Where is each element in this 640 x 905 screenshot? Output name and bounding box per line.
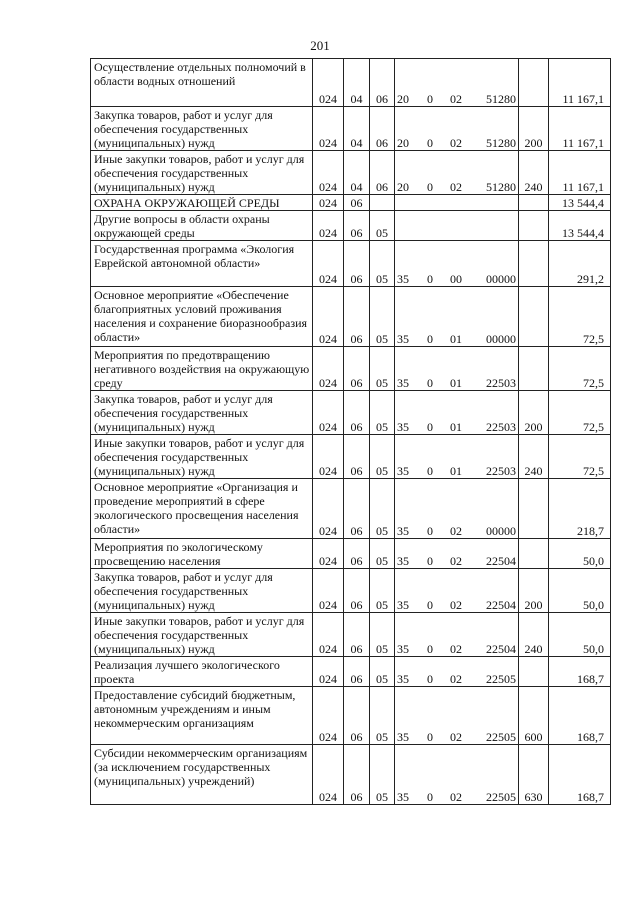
subprogram-code: 0 bbox=[427, 92, 433, 106]
subprogram-code: 0 bbox=[427, 420, 433, 434]
event-code: 02 bbox=[450, 92, 462, 106]
target-article-cell bbox=[395, 241, 519, 287]
section-cell: 06 bbox=[344, 569, 370, 613]
direction-code: 22505 bbox=[486, 672, 516, 686]
program-code: 35 bbox=[397, 524, 409, 538]
ministry-cell: 024 bbox=[313, 613, 344, 657]
amount-cell: 11 167,1 bbox=[549, 59, 611, 107]
section-cell: 06 bbox=[344, 435, 370, 479]
subsection-cell: 06 bbox=[370, 59, 395, 107]
subprogram-code: 0 bbox=[427, 730, 433, 744]
amount-cell: 168,7 bbox=[549, 745, 611, 805]
event-code: 01 bbox=[450, 332, 462, 346]
expense-type-cell bbox=[519, 211, 549, 241]
program-code: 35 bbox=[397, 672, 409, 686]
event-code: 02 bbox=[450, 672, 462, 686]
table-row bbox=[91, 59, 611, 107]
program-code: 35 bbox=[397, 730, 409, 744]
program-code: 35 bbox=[397, 272, 409, 286]
event-code: 02 bbox=[450, 598, 462, 612]
program-code: 20 bbox=[397, 136, 409, 150]
event-code: 01 bbox=[450, 420, 462, 434]
row-name-cell: Государственная программа «Экология Еврейской автономной области» bbox=[91, 241, 313, 287]
table-row bbox=[91, 657, 611, 687]
section-cell: 06 bbox=[344, 657, 370, 687]
event-code: 02 bbox=[450, 730, 462, 744]
event-code: 00 bbox=[450, 272, 462, 286]
direction-code: 00000 bbox=[486, 272, 516, 286]
target-article-cell bbox=[395, 391, 519, 435]
row-name-cell: Закупка товаров, работ и услуг для обеспечения государственных (муниципальных) нужд bbox=[91, 569, 313, 613]
section-cell: 06 bbox=[344, 687, 370, 745]
program-code: 35 bbox=[397, 376, 409, 390]
event-code: 02 bbox=[450, 554, 462, 568]
section-cell: 06 bbox=[344, 745, 370, 805]
subsection-cell: 05 bbox=[370, 287, 395, 347]
direction-code: 51280 bbox=[486, 180, 516, 194]
ministry-cell: 024 bbox=[313, 211, 344, 241]
expense-type-cell bbox=[519, 241, 549, 287]
table-row bbox=[91, 479, 611, 539]
ministry-cell: 024 bbox=[313, 287, 344, 347]
expense-type-cell: 240 bbox=[519, 435, 549, 479]
row-name-cell: Основное мероприятие «Обеспечение благоприятных условий проживания населения и сохранение биоразнообразия области» bbox=[91, 287, 313, 347]
page-number: 201 bbox=[310, 38, 330, 53]
expense-type-cell: 200 bbox=[519, 569, 549, 613]
row-name-cell: ОХРАНА ОКРУЖАЮЩЕЙ СРЕДЫ bbox=[91, 195, 313, 211]
subsection-cell: 05 bbox=[370, 241, 395, 287]
ministry-cell: 024 bbox=[313, 569, 344, 613]
program-code: 35 bbox=[397, 420, 409, 434]
subsection-cell: 06 bbox=[370, 151, 395, 195]
direction-code: 22505 bbox=[486, 730, 516, 744]
expense-type-cell bbox=[519, 479, 549, 539]
table-row bbox=[91, 241, 611, 287]
row-name-cell: Субсидии некоммерческим организациям (за исключением государственных (муниципальных) учреждений) bbox=[91, 745, 313, 805]
amount-cell: 11 167,1 bbox=[549, 107, 611, 151]
target-article-cell bbox=[395, 539, 519, 569]
subprogram-code: 0 bbox=[427, 464, 433, 478]
subprogram-code: 0 bbox=[427, 598, 433, 612]
target-article-cell bbox=[395, 151, 519, 195]
direction-code: 22504 bbox=[486, 598, 516, 612]
target-article-cell bbox=[395, 287, 519, 347]
target-article-cell bbox=[395, 613, 519, 657]
amount-cell: 11 167,1 bbox=[549, 151, 611, 195]
table-row bbox=[91, 347, 611, 391]
table-row bbox=[91, 391, 611, 435]
program-code: 35 bbox=[397, 464, 409, 478]
row-name-cell: Закупка товаров, работ и услуг для обеспечения государственных (муниципальных) нужд bbox=[91, 391, 313, 435]
ministry-cell: 024 bbox=[313, 347, 344, 391]
event-code: 02 bbox=[450, 790, 462, 804]
ministry-cell: 024 bbox=[313, 745, 344, 805]
amount-cell: 72,5 bbox=[549, 287, 611, 347]
expense-type-cell bbox=[519, 195, 549, 211]
row-name-cell: Иные закупки товаров, работ и услуг для обеспечения государственных (муниципальных) нужд bbox=[91, 151, 313, 195]
section-cell: 06 bbox=[344, 479, 370, 539]
subsection-cell: 05 bbox=[370, 347, 395, 391]
subsection-cell: 05 bbox=[370, 569, 395, 613]
amount-cell: 13 544,4 bbox=[549, 211, 611, 241]
target-article-cell bbox=[395, 435, 519, 479]
direction-code: 22503 bbox=[486, 464, 516, 478]
subprogram-code: 0 bbox=[427, 180, 433, 194]
event-code: 01 bbox=[450, 464, 462, 478]
target-article-cell bbox=[395, 479, 519, 539]
event-code: 02 bbox=[450, 524, 462, 538]
section-cell: 06 bbox=[344, 287, 370, 347]
subsection-cell: 05 bbox=[370, 687, 395, 745]
table-row bbox=[91, 195, 611, 211]
budget-table bbox=[90, 58, 611, 805]
ministry-cell: 024 bbox=[313, 151, 344, 195]
direction-code: 00000 bbox=[486, 524, 516, 538]
ministry-cell: 024 bbox=[313, 539, 344, 569]
ministry-cell: 024 bbox=[313, 479, 344, 539]
table-row bbox=[91, 435, 611, 479]
direction-code: 00000 bbox=[486, 332, 516, 346]
direction-code: 51280 bbox=[486, 136, 516, 150]
section-cell: 06 bbox=[344, 241, 370, 287]
expense-type-cell bbox=[519, 287, 549, 347]
amount-cell: 72,5 bbox=[549, 347, 611, 391]
target-article-cell bbox=[395, 195, 519, 211]
amount-cell: 168,7 bbox=[549, 687, 611, 745]
section-cell: 06 bbox=[344, 613, 370, 657]
target-article-cell bbox=[395, 569, 519, 613]
direction-code: 22504 bbox=[486, 642, 516, 656]
target-article-cell bbox=[395, 687, 519, 745]
row-name-cell: Иные закупки товаров, работ и услуг для обеспечения государственных (муниципальных) нужд bbox=[91, 613, 313, 657]
target-article-cell bbox=[395, 745, 519, 805]
event-code: 02 bbox=[450, 642, 462, 656]
program-code: 35 bbox=[397, 790, 409, 804]
section-cell: 04 bbox=[344, 59, 370, 107]
expense-type-cell bbox=[519, 347, 549, 391]
direction-code: 22503 bbox=[486, 376, 516, 390]
table-row bbox=[91, 107, 611, 151]
program-code: 35 bbox=[397, 642, 409, 656]
row-name-cell: Основное мероприятие «Организация и проведение мероприятий в сфере экологического просвещения населения области» bbox=[91, 479, 313, 539]
row-name-cell: Мероприятия по предотвращению негативного воздействия на окружающую среду bbox=[91, 347, 313, 391]
ministry-cell: 024 bbox=[313, 657, 344, 687]
ministry-cell: 024 bbox=[313, 59, 344, 107]
amount-cell: 218,7 bbox=[549, 479, 611, 539]
table-row bbox=[91, 745, 611, 805]
amount-cell: 72,5 bbox=[549, 391, 611, 435]
expense-type-cell: 240 bbox=[519, 151, 549, 195]
table-row bbox=[91, 211, 611, 241]
ministry-cell: 024 bbox=[313, 435, 344, 479]
subsection-cell: 05 bbox=[370, 539, 395, 569]
ministry-cell: 024 bbox=[313, 391, 344, 435]
expense-type-cell bbox=[519, 657, 549, 687]
program-code: 35 bbox=[397, 598, 409, 612]
event-code: 02 bbox=[450, 180, 462, 194]
section-cell: 06 bbox=[344, 539, 370, 569]
subprogram-code: 0 bbox=[427, 554, 433, 568]
subsection-cell: 05 bbox=[370, 435, 395, 479]
event-code: 02 bbox=[450, 136, 462, 150]
direction-code: 22504 bbox=[486, 554, 516, 568]
subprogram-code: 0 bbox=[427, 642, 433, 656]
section-cell: 06 bbox=[344, 195, 370, 211]
amount-cell: 50,0 bbox=[549, 569, 611, 613]
subsection-cell bbox=[370, 195, 395, 211]
program-code: 20 bbox=[397, 180, 409, 194]
row-name-cell: Иные закупки товаров, работ и услуг для обеспечения государственных (муниципальных) нужд bbox=[91, 435, 313, 479]
amount-cell: 72,5 bbox=[549, 435, 611, 479]
amount-cell: 168,7 bbox=[549, 657, 611, 687]
expense-type-cell: 200 bbox=[519, 107, 549, 151]
subsection-cell: 05 bbox=[370, 745, 395, 805]
row-name-cell: Закупка товаров, работ и услуг для обеспечения государственных (муниципальных) нужд bbox=[91, 107, 313, 151]
ministry-cell: 024 bbox=[313, 107, 344, 151]
table-row bbox=[91, 287, 611, 347]
target-article-cell bbox=[395, 657, 519, 687]
row-name-cell: Другие вопросы в области охраны окружающей среды bbox=[91, 211, 313, 241]
subsection-cell: 05 bbox=[370, 211, 395, 241]
section-cell: 06 bbox=[344, 391, 370, 435]
section-cell: 06 bbox=[344, 211, 370, 241]
expense-type-cell: 600 bbox=[519, 687, 549, 745]
section-cell: 04 bbox=[344, 151, 370, 195]
section-cell: 04 bbox=[344, 107, 370, 151]
expense-type-cell bbox=[519, 59, 549, 107]
target-article-cell bbox=[395, 211, 519, 241]
amount-cell: 291,2 bbox=[549, 241, 611, 287]
ministry-cell: 024 bbox=[313, 195, 344, 211]
ministry-cell: 024 bbox=[313, 241, 344, 287]
amount-cell: 50,0 bbox=[549, 539, 611, 569]
expense-type-cell: 240 bbox=[519, 613, 549, 657]
row-name-cell: Реализация лучшего экологического проекта bbox=[91, 657, 313, 687]
subprogram-code: 0 bbox=[427, 524, 433, 538]
table-row bbox=[91, 687, 611, 745]
subprogram-code: 0 bbox=[427, 332, 433, 346]
ministry-cell: 024 bbox=[313, 687, 344, 745]
program-code: 20 bbox=[397, 92, 409, 106]
subprogram-code: 0 bbox=[427, 272, 433, 286]
program-code: 35 bbox=[397, 332, 409, 346]
table-row bbox=[91, 613, 611, 657]
amount-cell: 13 544,4 bbox=[549, 195, 611, 211]
subprogram-code: 0 bbox=[427, 790, 433, 804]
row-name-cell: Мероприятия по экологическому просвещению населения bbox=[91, 539, 313, 569]
table-row bbox=[91, 151, 611, 195]
subprogram-code: 0 bbox=[427, 376, 433, 390]
section-cell: 06 bbox=[344, 347, 370, 391]
table-row bbox=[91, 539, 611, 569]
target-article-cell bbox=[395, 107, 519, 151]
target-article-cell bbox=[395, 347, 519, 391]
direction-code: 22503 bbox=[486, 420, 516, 434]
direction-code: 51280 bbox=[486, 92, 516, 106]
row-name-cell: Осуществление отдельных полномочий в области водных отношений bbox=[91, 59, 313, 107]
expense-type-cell bbox=[519, 539, 549, 569]
program-code: 35 bbox=[397, 554, 409, 568]
subsection-cell: 05 bbox=[370, 391, 395, 435]
direction-code: 22505 bbox=[486, 790, 516, 804]
subsection-cell: 06 bbox=[370, 107, 395, 151]
subprogram-code: 0 bbox=[427, 136, 433, 150]
subprogram-code: 0 bbox=[427, 672, 433, 686]
amount-cell: 50,0 bbox=[549, 613, 611, 657]
event-code: 01 bbox=[450, 376, 462, 390]
subsection-cell: 05 bbox=[370, 657, 395, 687]
subsection-cell: 05 bbox=[370, 613, 395, 657]
expense-type-cell: 200 bbox=[519, 391, 549, 435]
table-row bbox=[91, 569, 611, 613]
expense-type-cell: 630 bbox=[519, 745, 549, 805]
subsection-cell: 05 bbox=[370, 479, 395, 539]
row-name-cell: Предоставление субсидий бюджетным, автономным учреждениям и иным некоммерческим организациям bbox=[91, 687, 313, 745]
target-article-cell bbox=[395, 59, 519, 107]
